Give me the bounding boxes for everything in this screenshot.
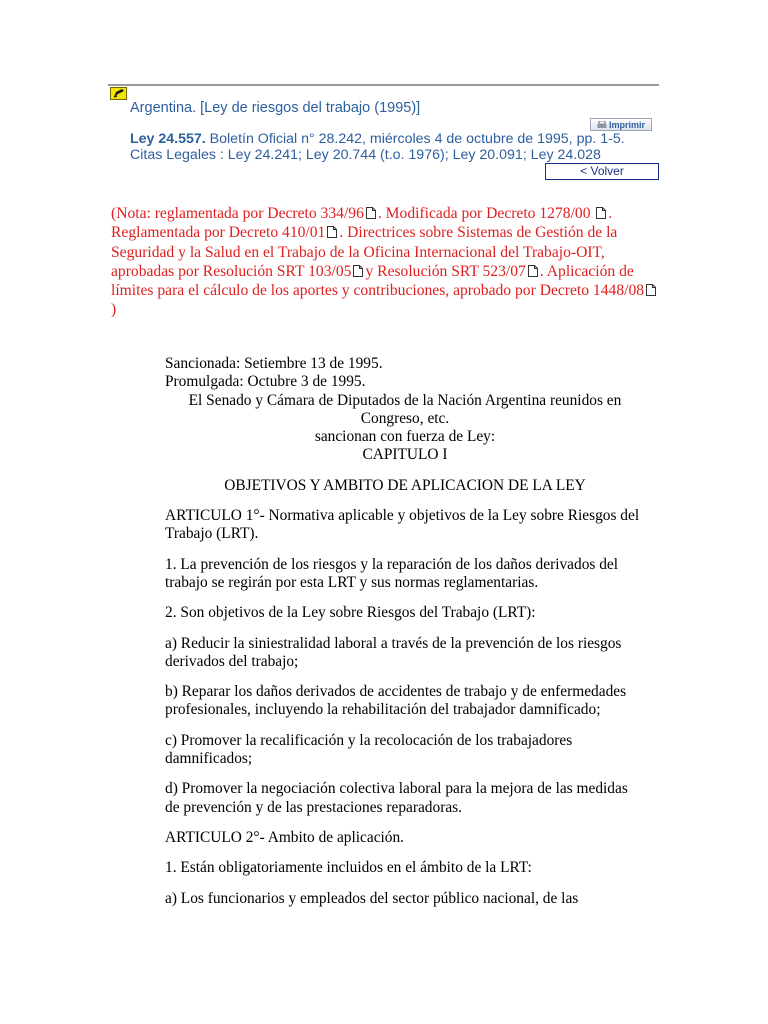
law-body (165, 355, 645, 920)
note-text: . Directrices sobre Sistemas de Gestión de la Seguridad y la Salud en el Trabajo de la Oficina Internacional del Trabajo-OIT, aprobadas por Resolución SRT 103/05 (111, 224, 618, 280)
citations-line: Citas Legales : Ley 24.241; Ley 20.744 (t.o. 1976); Ley 20.091; Ley 24.028 (130, 147, 601, 163)
article-2-heading: ARTICULO 2°- Ambito de aplicación. (165, 828, 405, 846)
pencil-icon[interactable] (110, 87, 127, 100)
note-text: . Modificada por Decreto 1278/00 (377, 205, 591, 222)
sanction-date: Sancionada: Setiembre 13 de 1995. (165, 355, 383, 372)
enacting-clause: El Senado y Cámara de Diputados de la Nación Argentina reunidos en Congreso, etc. (188, 391, 622, 427)
article-1-item-1: 1. La prevención de los riesgos y la reparación de los daños derivados del trabajo se regirán por esta LRT y sus normas reglamentarias. (165, 555, 619, 591)
note-text: (Nota: reglamentada por Decreto 334/96 (111, 205, 364, 222)
print-label: Imprimir (608, 119, 645, 130)
note-text: ) (111, 301, 117, 319)
top-divider (108, 84, 659, 86)
article-1-item-2: 2. Son objetivos de la Ley sobre Riesgos del Trabajo (LRT): (165, 604, 536, 622)
printer-icon (597, 121, 607, 129)
law-number: Ley 24.557. (130, 131, 206, 147)
article-1-item-c: c) Promover la recalificación y la recolocación de los trabajadores damnificados; (165, 731, 573, 768)
article-1-item-a: a) Reducir la siniestralidad laboral a través de la prevención de los riesgos derivados del trabajo; (165, 634, 622, 670)
article-1-item-d: d) Promover la negociación colectiva laboral para la mejora de las medidas de prevención y de las prestaciones reparadoras. (165, 780, 628, 816)
print-button[interactable] (590, 118, 652, 131)
enacting-formula: sancionan con fuerza de Ley: (314, 428, 496, 446)
chapter-heading: CAPITULO I (362, 446, 448, 464)
document-icon[interactable] (326, 225, 338, 239)
article-2-item-a: a) Los funcionarios y empleados del sector público nacional, de las (165, 889, 579, 907)
regulation-note (111, 204, 661, 320)
note-text: . Reglamentada por Decreto 410/01 (111, 205, 613, 242)
document-icon[interactable] (645, 283, 657, 297)
article-1-heading: ARTICULO 1°- Normativa aplicable y objetivos de la Ley sobre Riesgos del Trabajo (LRT). (165, 507, 640, 543)
document-icon[interactable] (352, 264, 364, 278)
note-text: . Aplicación de límites para el cálculo de los aportes y contribuciones, aprobado por Decreto 1448/08 (111, 262, 645, 300)
back-button[interactable]: < Volver (545, 163, 659, 180)
publication-line (130, 131, 625, 147)
chapter-title: OBJETIVOS Y AMBITO DE APLICACION DE LA LEY (224, 476, 586, 494)
document-icon[interactable] (365, 206, 377, 220)
article-1-item-b: b) Reparar los daños derivados de accidentes de trabajo y de enfermedades profesionales, incluyendo la rehabilitación del trabajador damnificado; (165, 683, 627, 719)
article-2-item-1: 1. Están obligatoriamente incluidos en el ámbito de la LRT: (165, 859, 532, 877)
document-title[interactable]: Argentina. [Ley de riesgos del trabajo (1995)] (130, 100, 421, 116)
bulletin-text: Boletín Oficial n° 28.242, miércoles 4 de octubre de 1995, pp. 1-5. (205, 131, 625, 147)
document-icon[interactable] (527, 264, 539, 278)
note-text: y Resolución SRT 523/07 (365, 262, 526, 280)
document-icon[interactable] (595, 206, 607, 220)
promulgation-date: Promulgada: Octubre 3 de 1995. (165, 373, 366, 391)
